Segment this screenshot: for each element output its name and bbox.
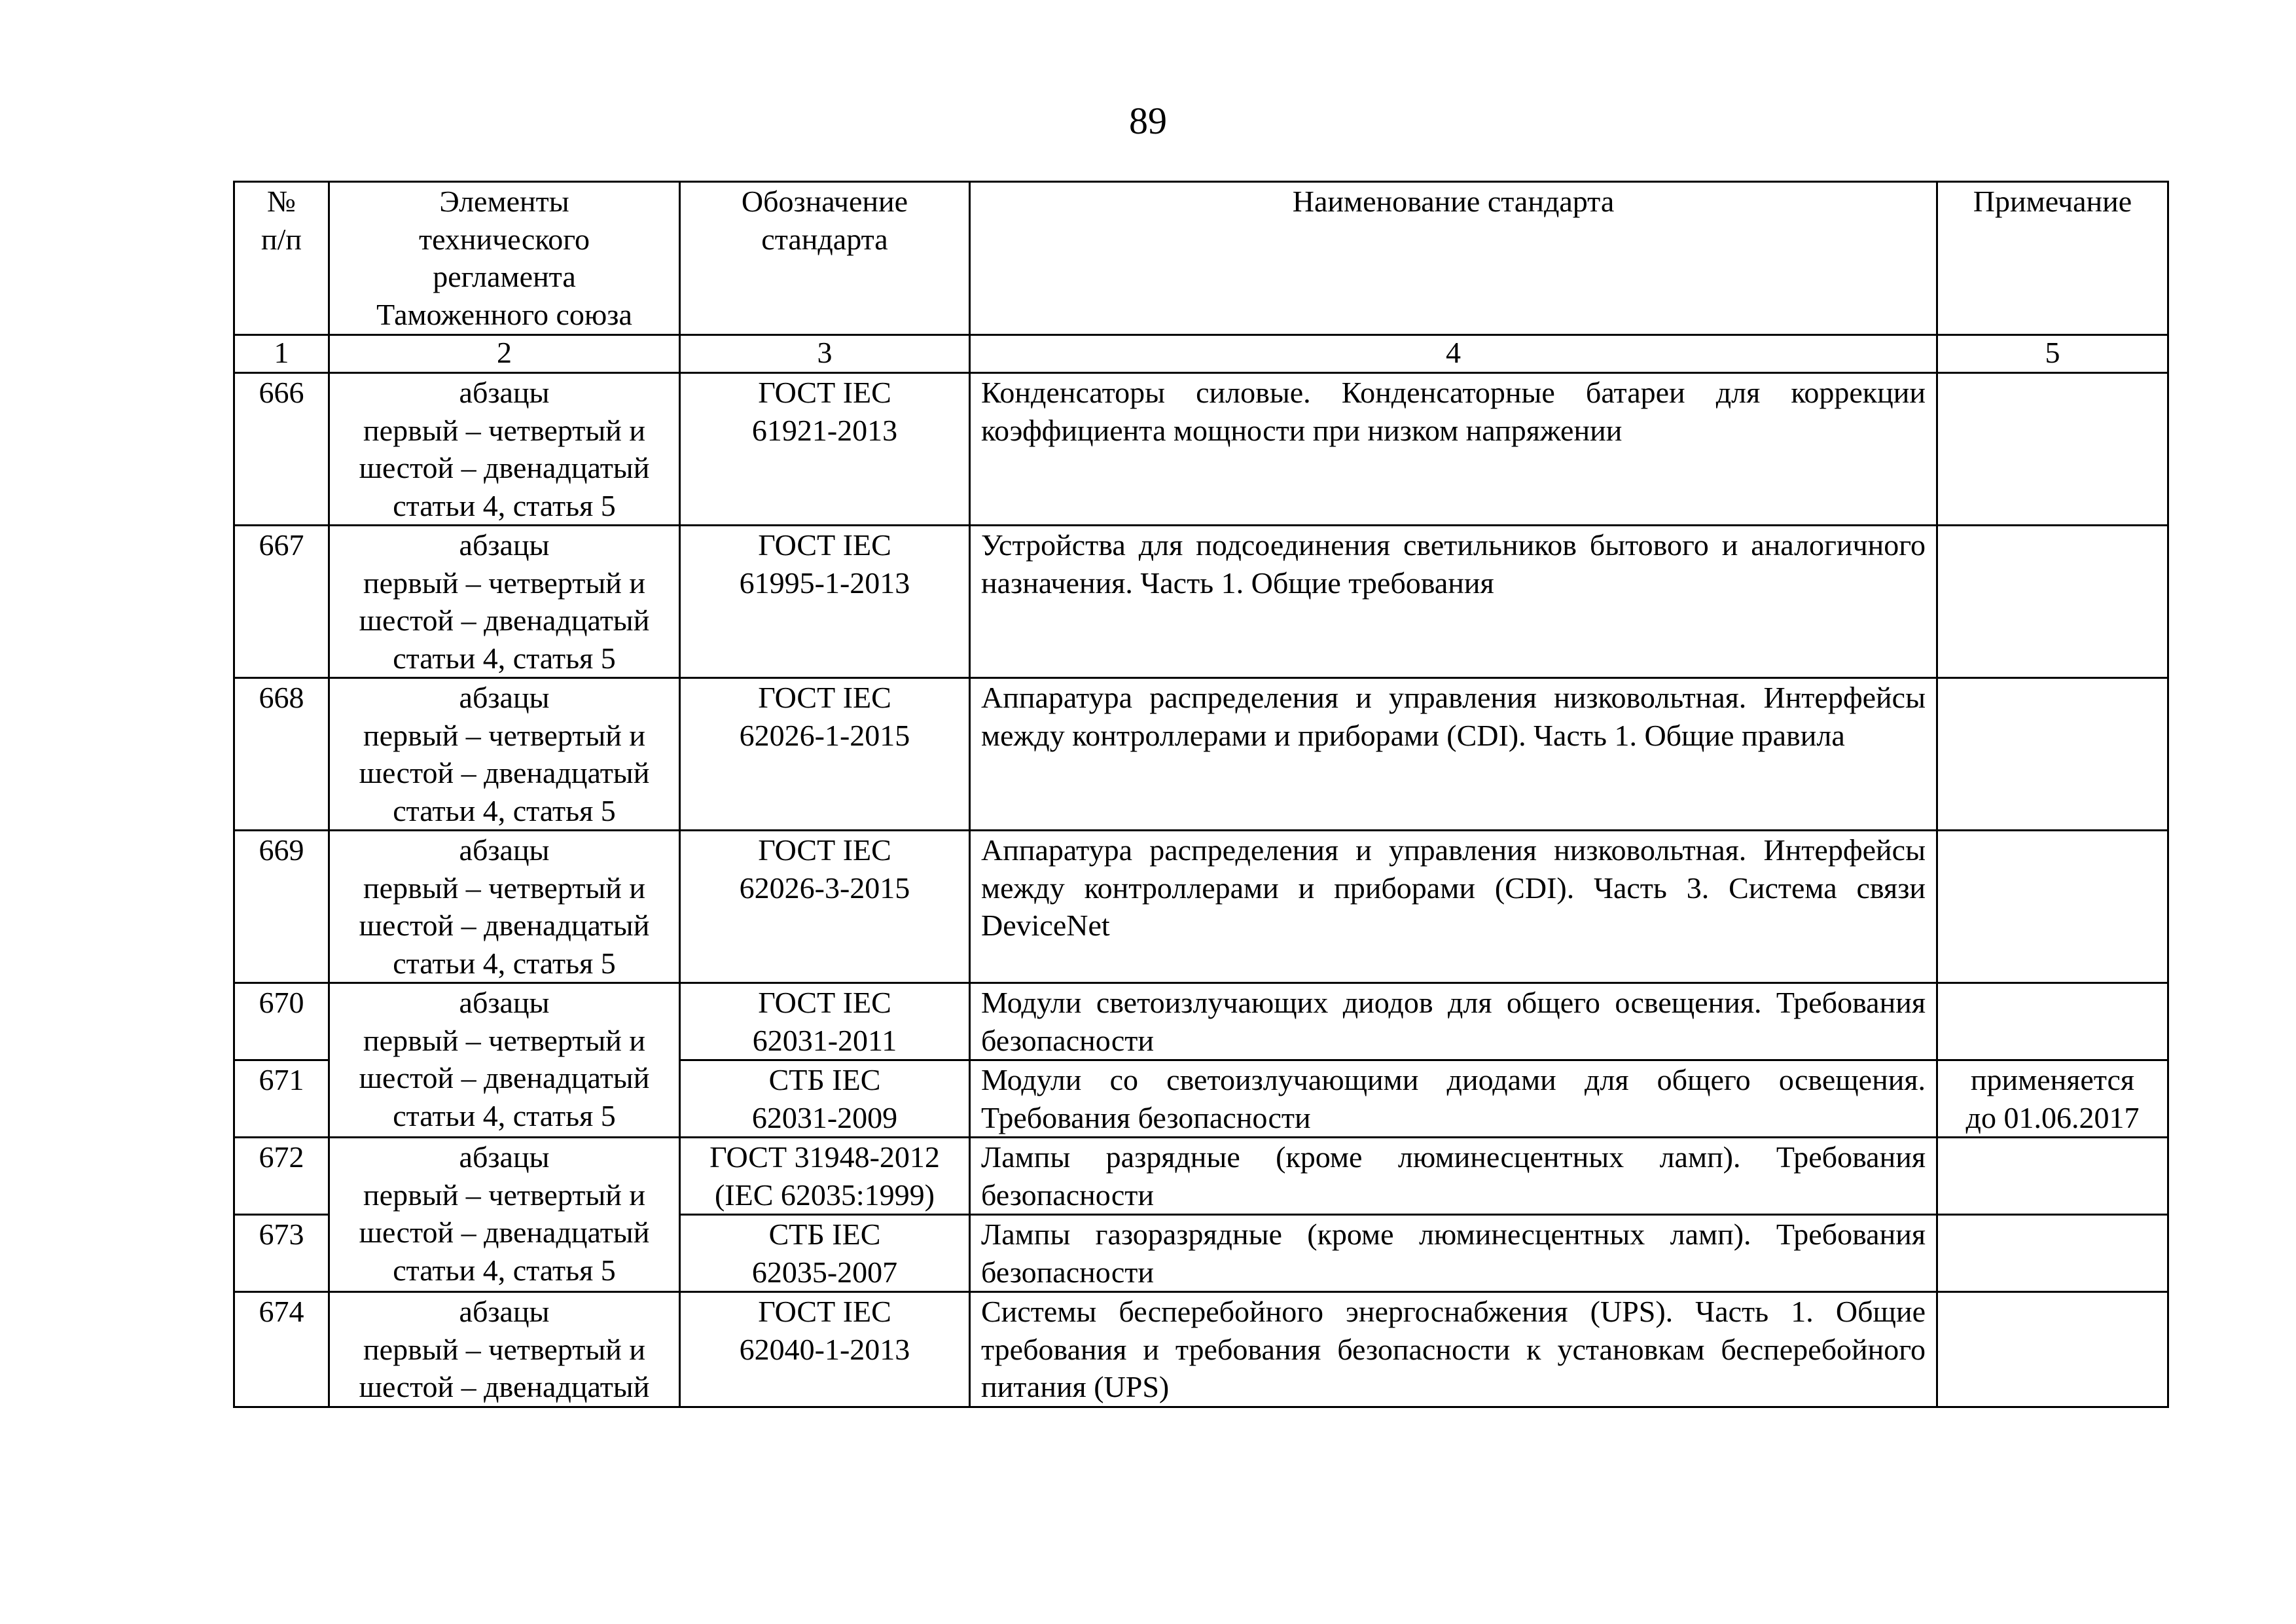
column-number: 2	[329, 335, 680, 373]
row-number: 667	[234, 526, 329, 678]
row-elements: абзацы первый – четвертый и шестой – двенадцатый статьи 4, статья 5	[329, 1138, 680, 1292]
table-row	[234, 1138, 2168, 1215]
row-note	[1937, 831, 2168, 983]
row-standard-name: Аппаратура распределения и управления низковольтная. Интерфейсы между контроллерами и приборами (CDI). Часть 3. Система связи DeviceNet	[970, 831, 1937, 983]
row-number: 668	[234, 678, 329, 831]
row-elements: абзацы первый – четвертый и шестой – двенадцатый	[329, 1292, 680, 1407]
row-note	[1937, 983, 2168, 1060]
column-number: 4	[970, 335, 1937, 373]
standards-table	[233, 181, 2169, 1408]
row-number: 673	[234, 1215, 329, 1292]
table-row	[234, 1292, 2168, 1407]
header-designation: Обозначение стандарта	[680, 182, 970, 335]
row-number: 674	[234, 1292, 329, 1407]
table-row	[234, 373, 2168, 526]
page-number: 89	[1129, 99, 1167, 142]
row-number: 671	[234, 1060, 329, 1138]
column-number: 3	[680, 335, 970, 373]
row-number: 670	[234, 983, 329, 1060]
row-standard-name: Аппаратура распределения и управления низковольтная. Интерфейсы между контроллерами и приборами (CDI). Часть 1. Общие правила	[970, 678, 1937, 831]
row-designation: ГОСТ 31948-2012 (IEC 62035:1999)	[680, 1138, 970, 1215]
row-designation: ГОСТ IEC 62040-1-2013	[680, 1292, 970, 1407]
row-note	[1937, 373, 2168, 526]
row-number: 669	[234, 831, 329, 983]
row-elements: абзацы первый – четвертый и шестой – двенадцатый статьи 4, статья 5	[329, 983, 680, 1138]
row-designation: ГОСТ IEC 62026-3-2015	[680, 831, 970, 983]
row-note: применяется до 01.06.2017	[1937, 1060, 2168, 1138]
header-standard-name: Наименование стандарта	[970, 182, 1937, 335]
row-note	[1937, 1215, 2168, 1292]
column-number: 5	[1937, 335, 2168, 373]
header-elements: Элементы технического регламента Таможенного союза	[329, 182, 680, 335]
row-designation: ГОСТ IEC 62031-2011	[680, 983, 970, 1060]
row-elements: абзацы первый – четвертый и шестой – двенадцатый статьи 4, статья 5	[329, 526, 680, 678]
row-designation: ГОСТ IEC 61921-2013	[680, 373, 970, 526]
row-note	[1937, 1292, 2168, 1407]
header-note: Примечание	[1937, 182, 2168, 335]
table-row	[234, 678, 2168, 831]
row-designation: ГОСТ IEC 61995-1-2013	[680, 526, 970, 678]
table-header-row	[234, 182, 2168, 335]
column-numbers-row	[234, 335, 2168, 373]
row-elements: абзацы первый – четвертый и шестой – двенадцатый статьи 4, статья 5	[329, 831, 680, 983]
row-standard-name: Устройства для подсоединения светильников бытового и аналогичного назначения. Часть 1. Общие требования	[970, 526, 1937, 678]
row-standard-name: Модули со светоизлучающими диодами для общего освещения. Требования безопасности	[970, 1060, 1937, 1138]
row-elements: абзацы первый – четвертый и шестой – двенадцатый статьи 4, статья 5	[329, 373, 680, 526]
row-designation: ГОСТ IEC 62026-1-2015	[680, 678, 970, 831]
row-number: 672	[234, 1138, 329, 1215]
column-number: 1	[234, 335, 329, 373]
row-standard-name: Модули светоизлучающих диодов для общего освещения. Требования безопасности	[970, 983, 1937, 1060]
row-note	[1937, 1138, 2168, 1215]
row-standard-name: Лампы газоразрядные (кроме люминесцентных ламп). Требования безопасности	[970, 1215, 1937, 1292]
row-standard-name: Конденсаторы силовые. Конденсаторные батареи для коррекции коэффициента мощности при низком напряжении	[970, 373, 1937, 526]
table-row	[234, 983, 2168, 1060]
row-standard-name: Системы бесперебойного энергоснабжения (UPS). Часть 1. Общие требования и требования безопасности к установкам бесперебойного питания (UPS)	[970, 1292, 1937, 1407]
row-note	[1937, 526, 2168, 678]
row-designation: СТБ IEC 62035-2007	[680, 1215, 970, 1292]
row-elements: абзацы первый – четвертый и шестой – двенадцатый статьи 4, статья 5	[329, 678, 680, 831]
row-standard-name: Лампы разрядные (кроме люминесцентных ламп). Требования безопасности	[970, 1138, 1937, 1215]
row-designation: СТБ IEC 62031-2009	[680, 1060, 970, 1138]
table-row	[234, 526, 2168, 678]
header-number: № п/п	[234, 182, 329, 335]
row-number: 666	[234, 373, 329, 526]
row-note	[1937, 678, 2168, 831]
table-row	[234, 831, 2168, 983]
